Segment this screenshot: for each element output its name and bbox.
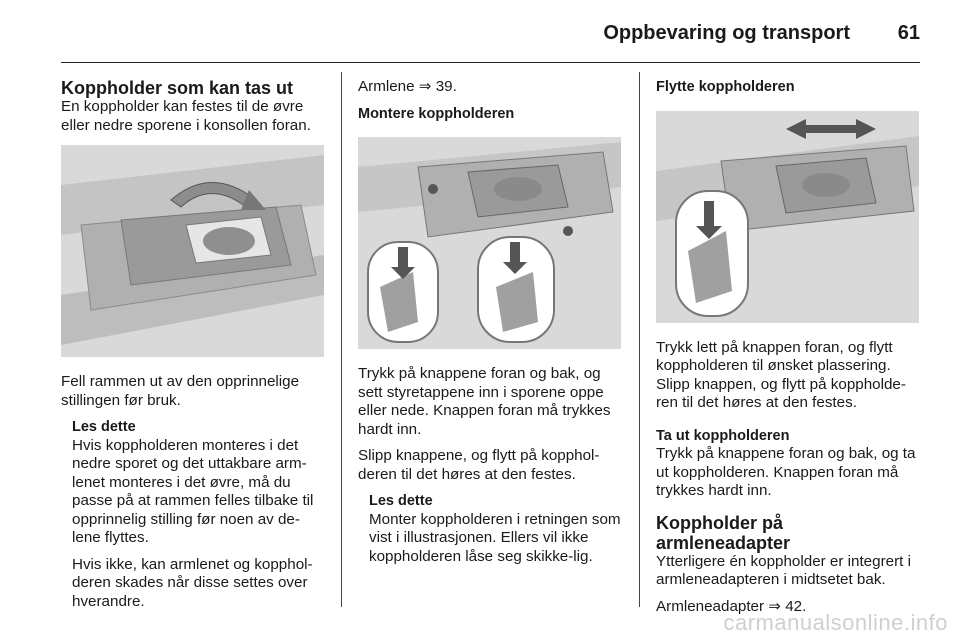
fold-instruction: Fell rammen ut av den opprinnelige stillingen før bruk. bbox=[61, 373, 300, 409]
column-2 bbox=[358, 78, 628, 574]
column-divider bbox=[341, 72, 342, 607]
note-title: Les dette bbox=[369, 493, 433, 509]
section-title: Oppbevaring og transport bbox=[603, 22, 850, 44]
armrest-adapter-text: Ytterligere én koppholder er integrert i armleneadapteren i midtsetet bak. bbox=[656, 552, 911, 588]
move-instruction: Trykk lett på knappen foran, og flytt koppholderen til ønsket plassering. Slipp knappen, og flytt på koppholde-ren til det høres at den festes. bbox=[656, 338, 906, 411]
mount-step-1: Trykk på knappene foran og bak, og sett styretappene inn i sporene oppe eller nede. Knappen foran må trykkes hardt inn. bbox=[358, 365, 611, 438]
armrest-adapter-reference: Armleneadapter ⇒ 42. bbox=[656, 597, 807, 615]
note-title: Les dette bbox=[72, 419, 136, 435]
column-1 bbox=[61, 78, 326, 619]
column-divider bbox=[639, 72, 640, 607]
armrest-adapter-heading: Koppholder på armleneadapter bbox=[656, 512, 791, 553]
armrest-reference: Armlene ⇒ 39. bbox=[358, 78, 457, 95]
note-paragraph: Monter koppholderen i retningen som vist i illustrasjonen. Ellers vil ikke koppholderen låse seg skikke-lig. bbox=[369, 510, 621, 565]
mount-step-2: Slipp knappene, og flytt på kopphol-deren til det høres at den festes. bbox=[358, 447, 600, 483]
subheading-mount: Montere koppholderen bbox=[358, 105, 515, 122]
cupholder-fold-illustration bbox=[61, 145, 324, 357]
watermark: carmanualsonline.info bbox=[723, 610, 948, 635]
subheading-remove: Ta ut koppholderen bbox=[656, 427, 790, 444]
remove-instruction: Trykk på knappene foran og bak, og ta ut koppholderen. Knappen foran må trykkes hardt inn. bbox=[656, 445, 916, 499]
column-3 bbox=[656, 78, 922, 624]
note-paragraph: Hvis koppholderen monteres i det nedre sporet og det uttakbare arm-lenet monteres i det øvre, må du passe på at rammen felles tilbake til opprinnelig stilling før noen av de-lene flyttes. bbox=[72, 436, 314, 546]
intro-text: En koppholder kan festes til de øvre eller nedre sporene i konsollen foran. bbox=[61, 98, 311, 134]
note-paragraph: Hvis ikke, kan armlenet og kopphol-deren skades når disse settes over hverandre. bbox=[72, 555, 313, 610]
note-box bbox=[72, 418, 326, 611]
subheading-move: Flytte koppholderen bbox=[656, 79, 795, 95]
cupholder-move-illustration bbox=[656, 111, 919, 323]
page-header bbox=[61, 18, 920, 63]
note-box bbox=[369, 492, 628, 566]
cupholder-mount-illustration bbox=[358, 137, 621, 349]
section-heading: Koppholder som kan tas ut bbox=[61, 78, 294, 98]
page-number: 61 bbox=[897, 22, 920, 44]
